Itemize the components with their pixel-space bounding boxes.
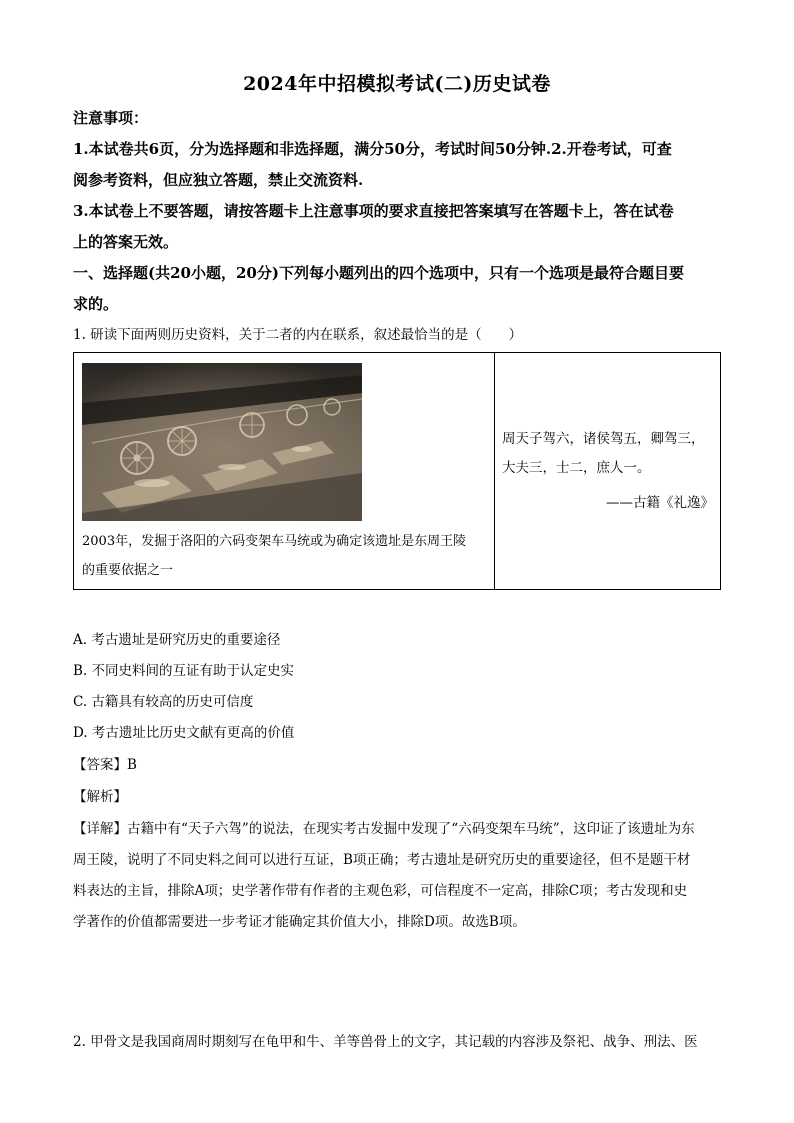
detail-line-2: 周王陵，说明了不同史料之间可以进行互证，B项正确；考古遗址是研究历史的重要途径，但不是题干材	[73, 852, 691, 868]
chariot-pit-photo	[82, 363, 362, 521]
question-1-material-table	[73, 352, 721, 590]
notice-line-4: 上的答案无效。	[73, 233, 179, 251]
photo-caption-line-2: 的重要依据之一	[82, 563, 174, 578]
ancient-text-quote	[502, 425, 714, 483]
section-heading-line-2: 求的。	[73, 295, 119, 313]
notice-heading: 注意事项：	[73, 109, 149, 127]
section-heading-line-1: 一、选择题(共20小题，20分)下列每小题列出的四个选项中，只有一个选项是最符合题目要	[73, 264, 684, 282]
option-d: D. 考古遗址比历史文献有更高的价值	[73, 725, 295, 741]
photo-caption	[82, 527, 486, 585]
table-divider	[494, 353, 495, 589]
chariot-pit-illustration	[82, 363, 362, 521]
notice-line-1: 1.本试卷共6页，分为选择题和非选择题，满分50分，考试时间50分钟.2.开卷考试，可查	[73, 140, 672, 158]
option-a: A. 考古遗址是研究历史的重要途径	[73, 632, 281, 648]
quote-line-1: 周天子驾六，诸侯驾五，卿驾三，	[502, 431, 705, 447]
detail-line-3: 料表达的主旨，排除A项；史学著作带有作者的主观色彩，可信程度不一定高，排除C项；考古发现和史	[73, 883, 688, 899]
quote-source: ——古籍《礼逸》	[606, 495, 714, 511]
detail-line-1: 【详解】古籍中有“天子六驾”的说法，在现实考古发掘中发现了“六码变架车马统”，这印证了该遗址为东	[73, 821, 695, 837]
notice-line-2: 阅参考资料，但应独立答题，禁止交流资料.	[73, 171, 364, 189]
answer-label: 【答案】B	[73, 757, 137, 773]
photo-caption-line-1: 2003年，发掘于洛阳的六码变架车马统或为确定该遗址是东周王陵	[82, 534, 467, 549]
notice-line-3: 3.本试卷上不要答题，请按答题卡上注意事项的要求直接把答案填写在答题卡上，答在试卷	[73, 202, 674, 220]
question-2-stem: 2. 甲骨文是我国商周时期刻写在龟甲和牛、羊等兽骨上的文字，其记载的内容涉及祭祀、战争、刑法、医	[73, 1034, 698, 1050]
analysis-label: 【解析】	[73, 789, 127, 805]
option-b: B. 不同史料间的互证有助于认定史实	[73, 663, 295, 679]
page-title: 2024年中招模拟考试(二)历史试卷	[243, 73, 551, 95]
detail-line-4: 学著作的价值都需要进一步考证才能确定其价值大小，排除D项。故选B项。	[73, 914, 526, 930]
question-1-stem: 1. 研读下面两则历史资料，关于二者的内在联系，叙述最恰当的是（ ）	[73, 327, 523, 343]
quote-line-2: 大夫三，士二，庶人一。	[502, 460, 651, 476]
option-c: C. 古籍具有较高的历史可信度	[73, 694, 254, 710]
